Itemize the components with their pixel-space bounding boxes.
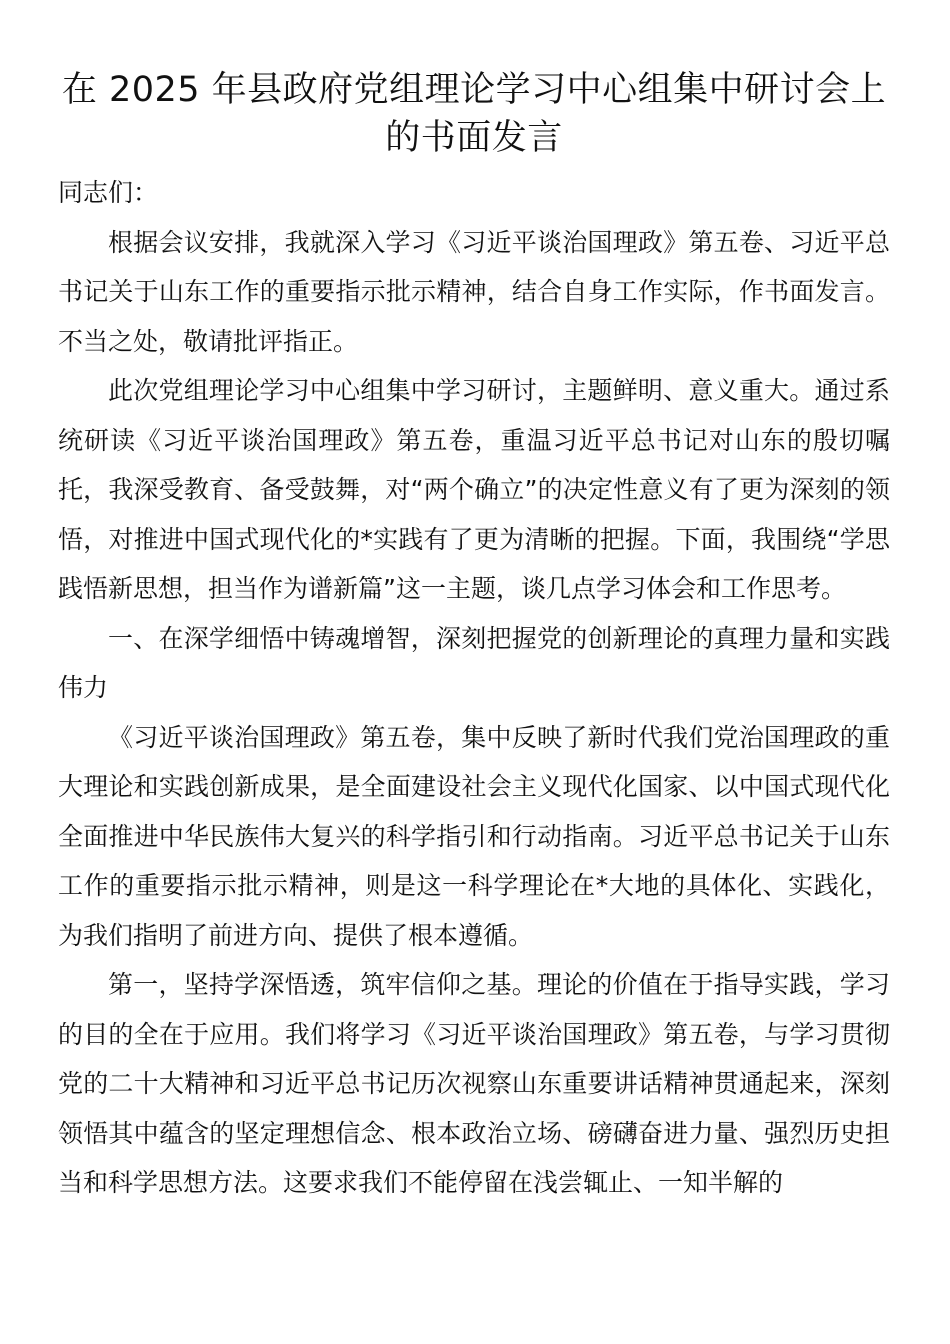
- document-title: 在 2025 年县政府党组理论学习中心组集中研讨会上的书面发言: [61, 70, 887, 158]
- salutation: 同志们：: [58, 178, 159, 207]
- paragraph-section-1-body: 《习近平谈治国理政》第五卷，集中反映了新时代我们党治国理政的重大理论和实践创新成果，是全面建设社会主义现代化国家、以中国式现代化全面推进中华民族伟大复兴的科学指引和行动指南。习近平总书记关于山东工作的重要指示批示精神，则是这一科学理论在*大地的具体化、实践化，为我们指明了前进方向、提供了根本遵循。: [58, 722, 890, 950]
- paragraph-theme: 此次党组理论学习中心组集中学习研讨，主题鲜明、意义重大。通过系统研读《习近平谈治国理政》第五卷，重温习近平总书记对山东的殷切嘱托，我深受教育、备受鼓舞，对“两个确立”的决定性意义有了更为深刻的领悟，对推进中国式现代化的*实践有了更为清晰的把握。下面，我围绕“学思践悟新思想，担当作为谱新篇”这一主题，谈几点学习体会和工作思考。: [58, 376, 890, 603]
- paragraph-point-1: 第一，坚持学深悟透，筑牢信仰之基。理论的价值在于指导实践，学习的目的全在于应用。我们将学习《习近平谈治国理政》第五卷，与学习贯彻党的二十大精神和习近平总书记历次视察山东重要讲话精神贯通起来，深刻领悟其中蕴含的坚定理想信念、根本政治立场、磅礴奋进力量、强烈历史担当和科学思想方法。这要求我们不能停留在浅尝辄止、一知半解的: [58, 970, 890, 1197]
- paragraph-intro: 根据会议安排，我就深入学习《习近平谈治国理政》第五卷、习近平总书记关于山东工作的重要指示批示精神，结合自身工作实际，作书面发言。不当之处，敬请批评指正。: [58, 227, 890, 356]
- document-page: [58, 66, 890, 1208]
- section-heading-1: 一、在深学细悟中铸魂增智，深刻把握党的创新理论的真理力量和实践伟力: [58, 623, 890, 702]
